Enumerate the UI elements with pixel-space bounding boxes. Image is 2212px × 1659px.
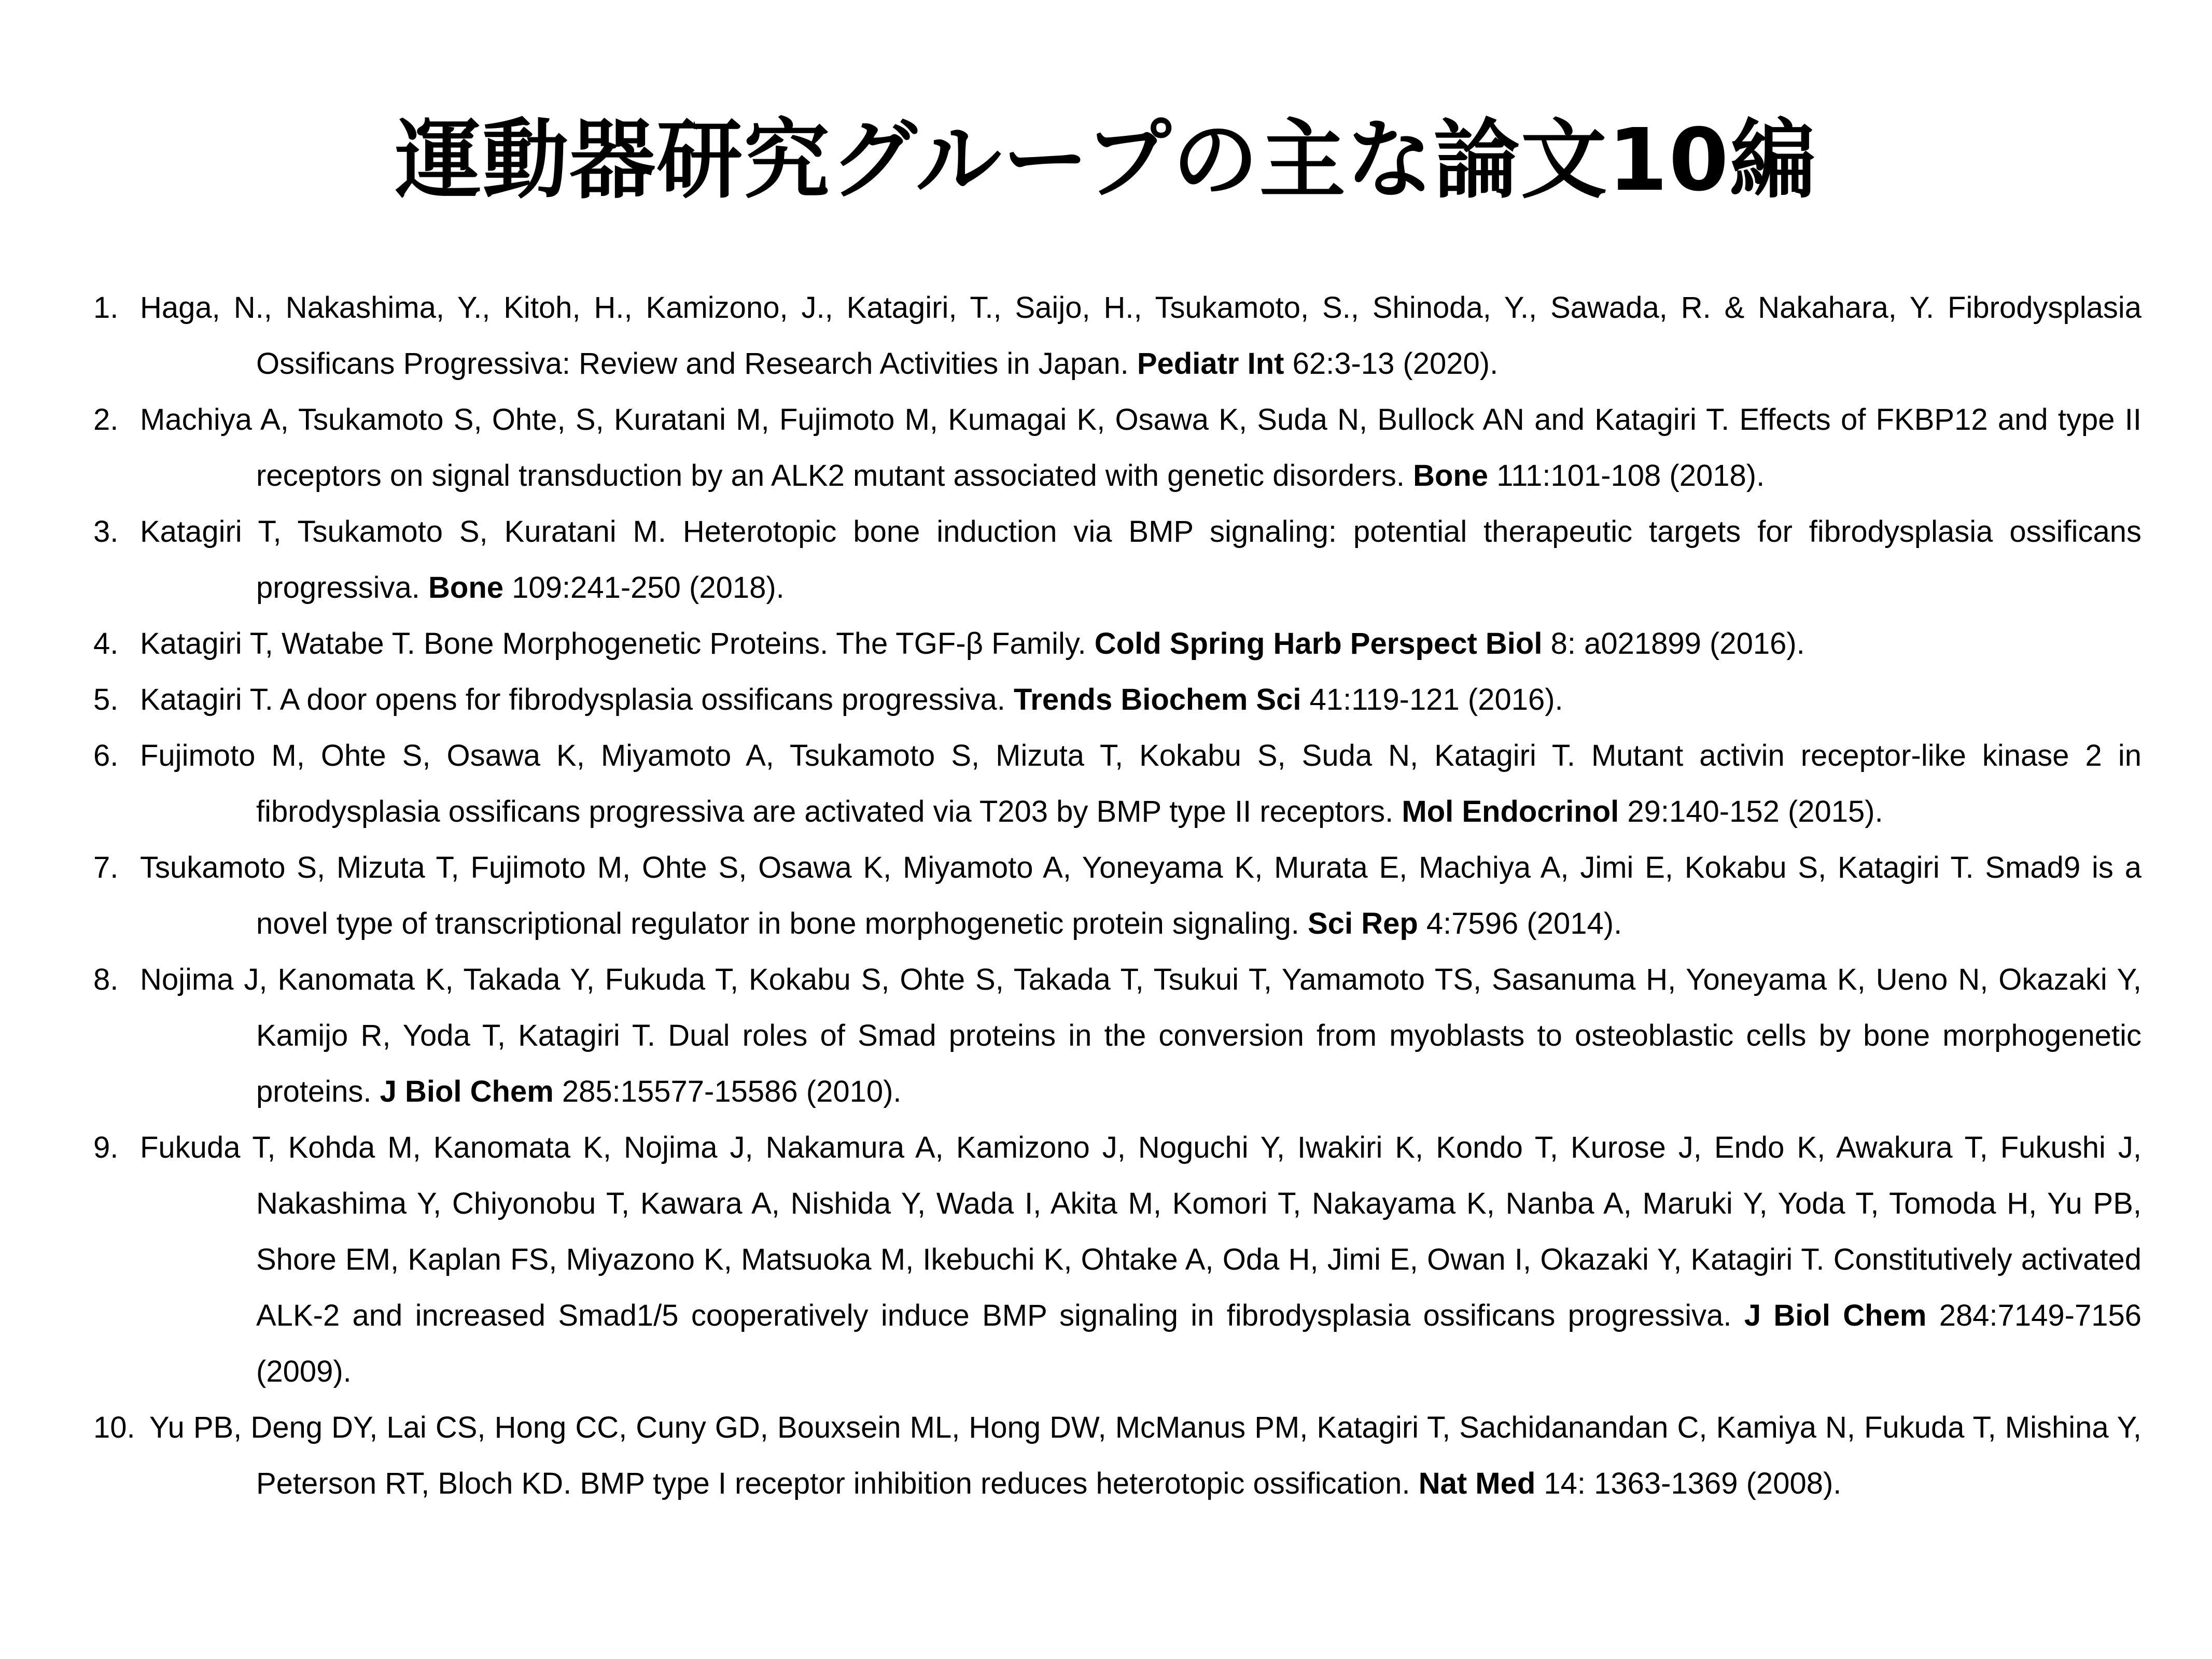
journal-name: J Biol Chem [380,1075,554,1108]
reference-number: 9. [93,1131,119,1164]
reference-number: 3. [93,515,119,549]
reference-item-7 [93,840,2141,952]
reference-citation: 8: a021899 (2016). [1550,627,1805,660]
reference-text: Nojima J, Kanomata K, Takada Y, Fukuda T, Kokabu S, Ohte S, Takada T, Tsukui T, Yamamoto TS, Sasanuma H, Yoneyama K, Ueno N, Okazaki Y, Kamijo R, Yoda T, Katagiri T. Dual roles of Smad proteins in the conversion from myoblasts to osteoblastic cells by bone morphogenetic proteins. [140,963,2141,1108]
reference-number: 5. [93,683,119,716]
reference-number: 8. [93,963,119,996]
reference-number: 4. [93,627,119,660]
reference-text: Haga, N., Nakashima, Y., Kitoh, H., Kamizono, J., Katagiri, T., Saijo, H., Tsukamoto, S., Shinoda, Y., Sawada, R. & Nakahara, Y. Fibrodysplasia Ossificans Progressiva: Review and Research Activities in Japan. [140,291,2141,381]
reference-text: Katagiri T, Tsukamoto S, Kuratani M. Heterotopic bone induction via BMP signaling: potential therapeutic targets for fibrodysplasia ossificans progressiva. [140,515,2141,604]
reference-item-6 [93,728,2141,840]
reference-number: 2. [93,403,119,437]
journal-name: Sci Rep [1308,907,1418,940]
reference-number: 6. [93,739,119,772]
reference-item-2 [93,392,2141,504]
page-title: 運動器研究グループの主な論文10編 [395,110,1817,210]
reference-citation: 109:241-250 (2018). [512,571,785,604]
reference-text: Fujimoto M, Ohte S, Osawa K, Miyamoto A, Tsukamoto S, Mizuta T, Kokabu S, Suda N, Katagiri T. Mutant activin receptor-like kinase 2 in fibrodysplasia ossificans progressiva are activated via T203 by BMP type II receptors. [140,739,2141,828]
reference-citation: 29:140-152 (2015). [1627,795,1883,828]
reference-item-10 [93,1400,2141,1512]
reference-text: Tsukamoto S, Mizuta T, Fujimoto M, Ohte S, Osawa K, Miyamoto A, Yoneyama K, Murata E, Machiya A, Jimi E, Kokabu S, Katagiri T. Smad9 is a novel type of transcriptional regulator in bone morphogenetic protein signaling. [140,851,2141,940]
reference-citation: 62:3-13 (2020). [1292,347,1499,381]
reference-text: Katagiri T, Watabe T. Bone Morphogenetic Proteins. The TGF-β Family. [140,627,1086,660]
reference-citation: 284:7149-7156 (2009). [256,1299,2141,1388]
journal-name: Nat Med [1418,1467,1536,1500]
reference-item-8 [93,952,2141,1120]
reference-item-5 [93,672,2141,728]
reference-item-1 [93,280,2141,392]
reference-citation: 285:15577-15586 (2010). [562,1075,902,1108]
reference-citation: 4:7596 (2014). [1426,907,1622,940]
reference-text: Katagiri T. A door opens for fibrodysplasia ossificans progressiva. [140,683,1005,716]
reference-number: 10. [93,1411,135,1444]
reference-citation: 41:119-121 (2016). [1309,683,1563,716]
reference-item-9 [93,1120,2141,1400]
journal-name: Bone [428,571,504,604]
reference-number: 7. [93,851,119,884]
journal-name: Cold Spring Harb Perspect Biol [1094,627,1543,660]
reference-text: Fukuda T, Kohda M, Kanomata K, Nojima J, Nakamura A, Kamizono J, Noguchi Y, Iwakiri K, Kondo T, Kurose J, Endo K, Awakura T, Fukushi J, Nakashima Y, Chiyonobu T, Kawara A, Nishida Y, Wada I, Akita M, Komori T, Nakayama K, Nanba A, Maruki Y, Yoda T, Tomoda H, Yu PB, Shore EM, Kaplan FS, Miyazono K, Matsuoka M, Ikebuchi K, Ohtake A, Oda H, Jimi E, Owan I, Okazaki Y, Katagiri T. Constitutively activated ALK-2 and increased Smad1/5 cooperatively induce BMP signaling in fibrodysplasia ossificans progressiva. [140,1131,2141,1332]
reference-citation: 111:101-108 (2018). [1496,459,1765,493]
journal-name: Trends Biochem Sci [1014,683,1301,716]
reference-text: Machiya A, Tsukamoto S, Ohte, S, Kuratani M, Fujimoto M, Kumagai K, Osawa K, Suda N, Bullock AN and Katagiri T. Effects of FKBP12 and type II receptors on signal transduction by an ALK2 mutant associated with genetic disorders. [140,403,2141,493]
journal-name: Pediatr Int [1137,347,1284,381]
reference-item-3 [93,504,2141,616]
reference-number: 1. [93,291,119,325]
reference-list [93,280,2141,1512]
journal-name: J Biol Chem [1744,1299,1927,1332]
reference-item-4 [93,616,2141,672]
journal-name: Bone [1413,459,1489,493]
journal-name: Mol Endocrinol [1402,795,1619,828]
reference-citation: 14: 1363-1369 (2008). [1544,1467,1842,1500]
reference-text: Yu PB, Deng DY, Lai CS, Hong CC, Cuny GD, Bouxsein ML, Hong DW, McManus PM, Katagiri T, Sachidanandan C, Kamiya N, Fukuda T, Mishina Y, Peterson RT, Bloch KD. BMP type I receptor inhibition reduces heterotopic ossification. [149,1411,2141,1500]
